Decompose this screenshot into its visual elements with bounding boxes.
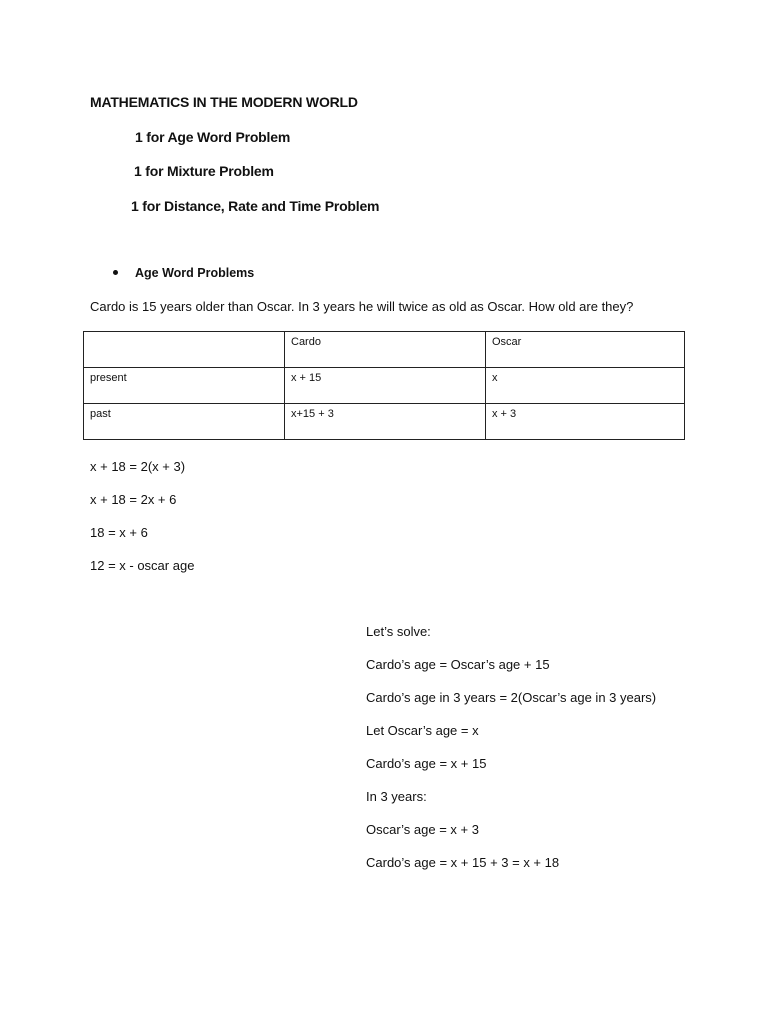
section-heading: Age Word Problems [135, 266, 255, 280]
problem-statement: Cardo is 15 years older than Oscar. In 3 years he will twice as old as Oscar. How old are they? [90, 299, 634, 314]
list-item: 1 for Age Word Problem [135, 129, 291, 145]
solution-line: In 3 years: [366, 789, 427, 804]
bullet-icon [113, 270, 118, 275]
table-cell: past [84, 404, 285, 440]
table-cell: x [486, 368, 685, 404]
solution-line: Cardo’s age = x + 15 [366, 756, 487, 771]
solution-line: Cardo’s age = Oscar’s age + 15 [366, 657, 550, 672]
solution-line: Let Oscar’s age = x [366, 723, 479, 738]
table-header-cell: Oscar [486, 332, 685, 368]
table-row [84, 368, 685, 404]
table-cell: x + 15 [285, 368, 486, 404]
document-title: MATHEMATICS IN THE MODERN WORLD [90, 94, 358, 110]
equation-line: x + 18 = 2(x + 3) [90, 459, 186, 474]
table-cell: x+15 + 3 [285, 404, 486, 440]
table-row [84, 404, 685, 440]
solution-line: Cardo’s age in 3 years = 2(Oscar’s age in 3 years) [366, 690, 657, 705]
table-header-cell [84, 332, 285, 368]
equation-line: 18 = x + 6 [90, 525, 148, 540]
table-cell: present [84, 368, 285, 404]
list-item: 1 for Distance, Rate and Time Problem [131, 198, 380, 214]
table-header-row [84, 332, 685, 368]
table-cell: x + 3 [486, 404, 685, 440]
solution-line: Let’s solve: [366, 624, 431, 639]
table-header-cell: Cardo [285, 332, 486, 368]
solution-line: Cardo’s age = x + 15 + 3 = x + 18 [366, 855, 560, 870]
equation-line: 12 = x - oscar age [90, 558, 195, 573]
equation-line: x + 18 = 2x + 6 [90, 492, 177, 507]
solution-line: Oscar’s age = x + 3 [366, 822, 479, 837]
list-item: 1 for Mixture Problem [134, 163, 274, 179]
age-table [83, 331, 685, 440]
